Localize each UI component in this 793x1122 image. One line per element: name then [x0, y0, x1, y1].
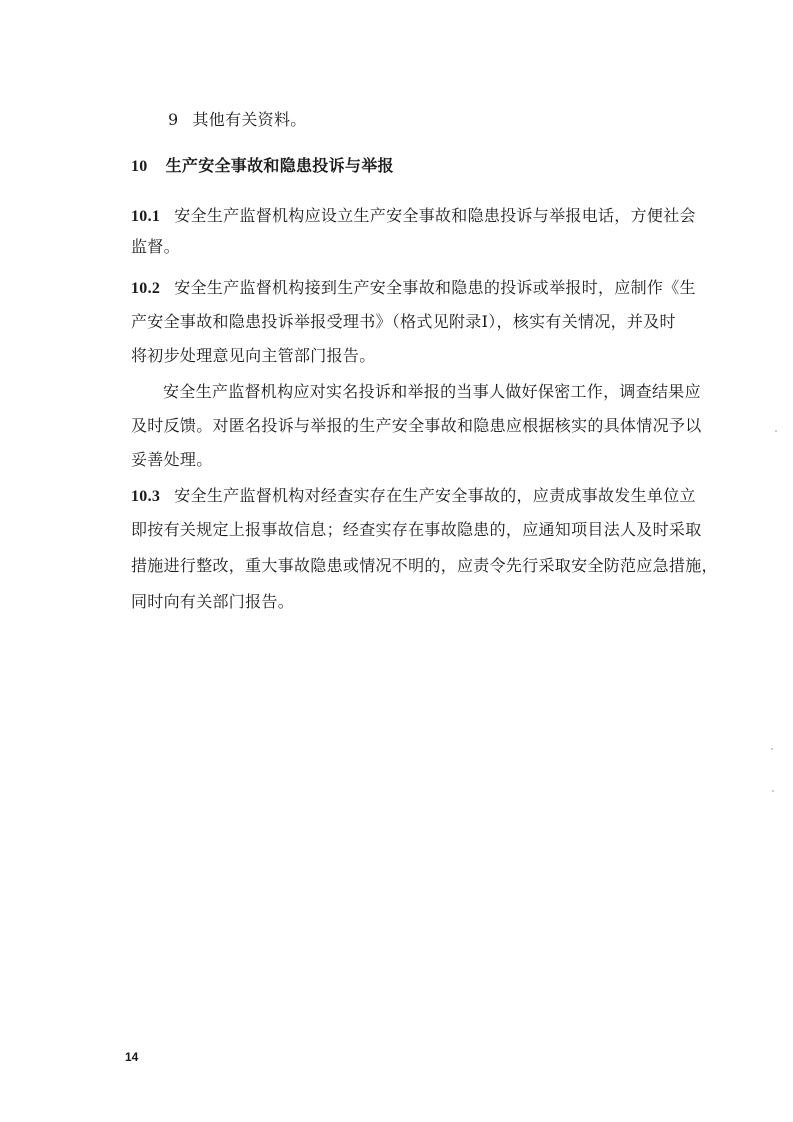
clause-text: 安全生产监督机构应设立生产安全事故和隐患投诉与举报电话，方便社会: [174, 206, 696, 225]
clause-10-3-line-4: 同时向有关部门报告。: [131, 592, 295, 611]
scan-speck: [771, 748, 773, 750]
clause-10-3-line-2: 即按有关规定上报事故信息；经查实存在事故隐患的，应通知项目法人及时采取: [131, 520, 702, 539]
paragraph-confidential-line-2: 及时反馈。对匿名投诉与举报的生产安全事故和隐患应根据核实的具体情况予以: [131, 416, 702, 435]
clause-number: 10.2: [131, 280, 161, 297]
clause-number: 10.1: [131, 208, 161, 225]
section-heading-10: [131, 156, 394, 177]
clause-text: 安全生产监督机构接到生产安全事故和隐患的投诉或举报时，应制作《生: [174, 278, 696, 297]
paragraph-confidential-line-3: 妥善处理。: [131, 450, 213, 469]
list-item-9: [168, 110, 307, 130]
scan-speck: [775, 430, 777, 432]
section-title: 生产安全事故和隐患投诉与举报: [165, 156, 394, 175]
clause-10-3-line-1: [131, 486, 696, 507]
page-number: 14: [125, 1050, 139, 1064]
list-item-number: 9: [168, 110, 179, 129]
clause-10-2-line-1: [131, 278, 696, 299]
clause-10-1-line-2: 监督。: [131, 237, 180, 256]
scan-speck: [772, 790, 774, 792]
clause-number: 10.3: [131, 488, 161, 505]
paragraph-confidential-line-1: 安全生产监督机构应对实名投诉和举报的当事人做好保密工作，调查结果应: [163, 382, 701, 401]
clause-10-3-line-3: 措施进行整改，重大事故隐患或情况不明的，应责令先行采取安全防范应急措施，: [131, 556, 718, 575]
clause-text: 安全生产监督机构对经查实存在生产安全事故的，应责成事故发生单位立: [174, 486, 696, 505]
clause-10-1-line-1: [131, 206, 696, 227]
list-item-text: 其他有关资料。: [192, 110, 307, 129]
clause-10-2-line-3: 将初步处理意见向主管部门报告。: [131, 346, 376, 365]
section-number: 10: [131, 158, 148, 175]
clause-10-2-line-2: 产安全事故和隐患投诉举报受理书》（格式见附录I），核实有关情况，并及时: [131, 312, 676, 331]
